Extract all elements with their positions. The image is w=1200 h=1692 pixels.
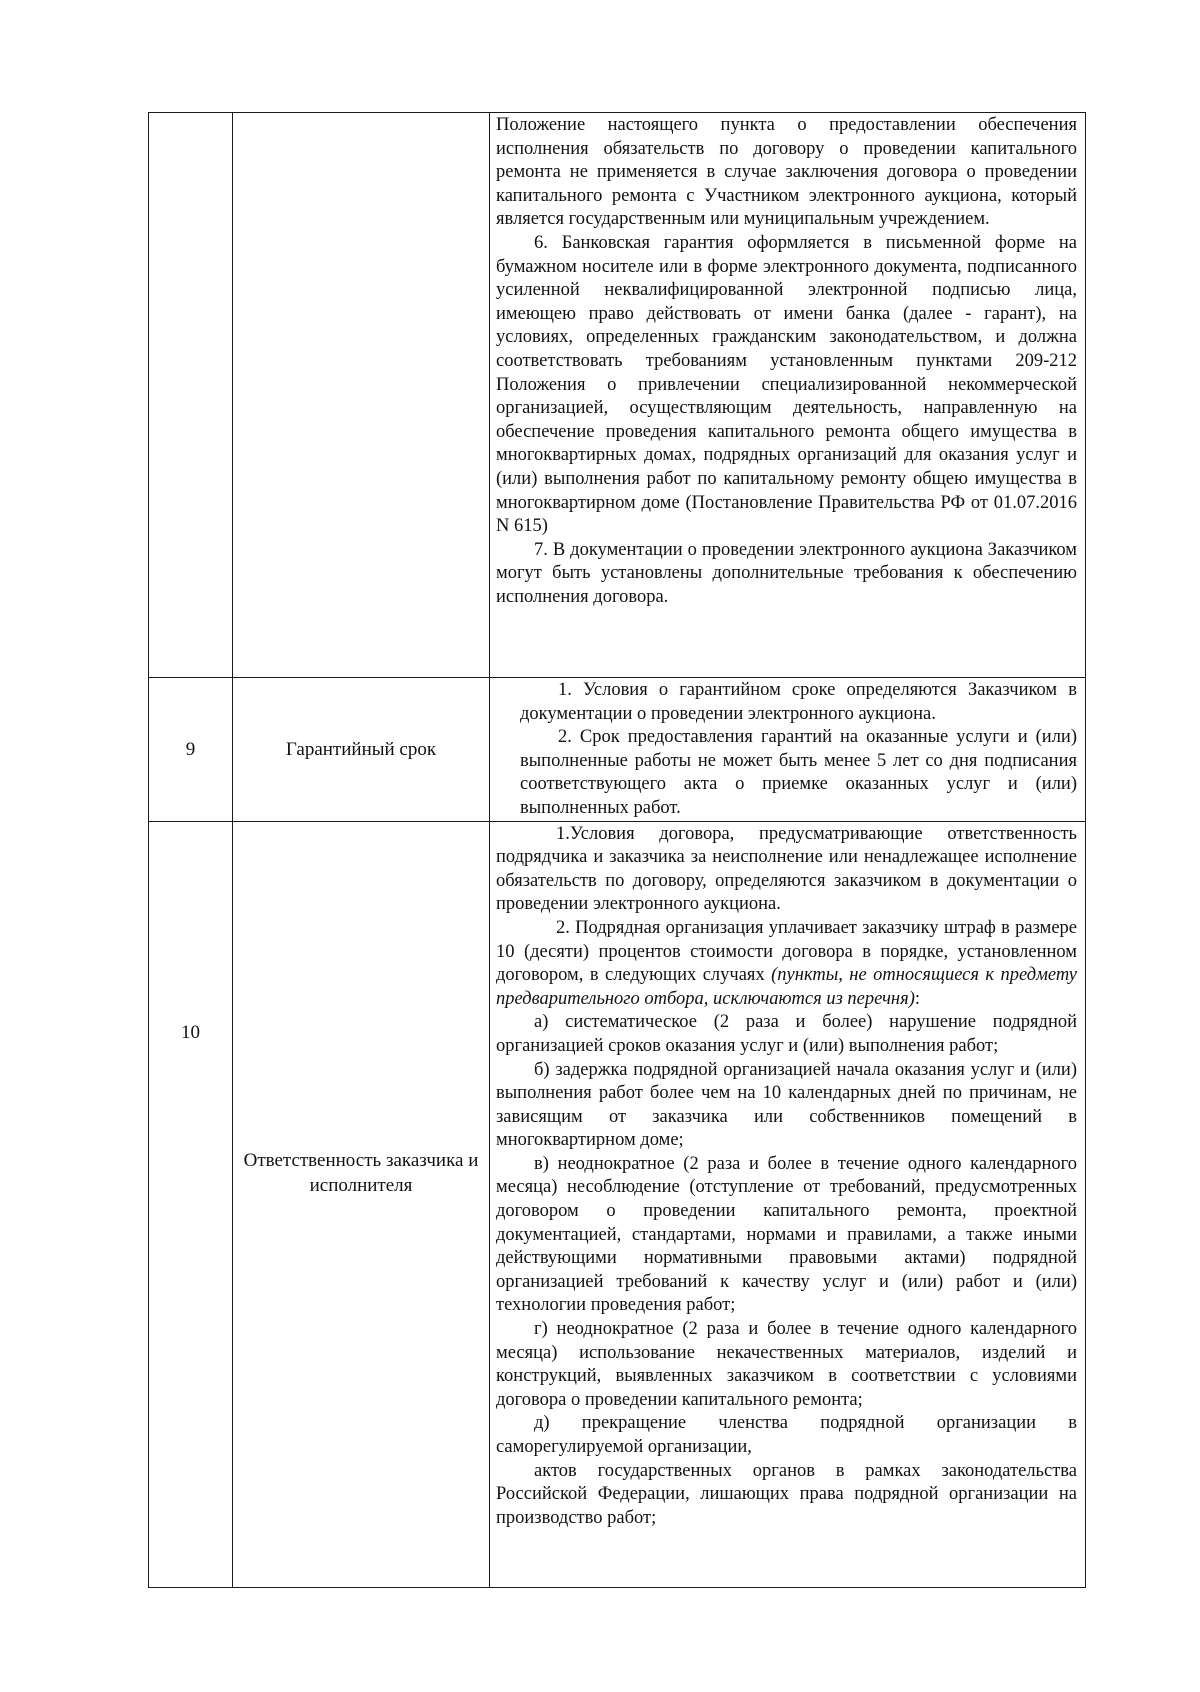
row-title-cell <box>233 821 490 1587</box>
paragraph: 2. Подрядная организация уплачивает заказчику штраф в размере 10 (десяти) процентов стоимости договора в порядке, установленном договором, в следующих случаях (пункты, не относящиеся к предмету предварительного отбора, исключаются из перечня): <box>496 917 1077 1009</box>
list-item: б) задержка подрядной организацией начала оказания услуг и (или) выполнения работ более чем на 10 календарных дней по причинам, не зависящим от заказчика или собственников помещений в многоквартирном доме; <box>496 1059 1077 1151</box>
row-title-cell <box>233 113 490 678</box>
list-item: г) неоднократное (2 раза и более в течение одного календарного месяца) использование некачественных материалов, изделий и конструкций, выявленных заказчиком в соответствии с условиями договора о проведении капитального ремонта; <box>496 1319 1077 1410</box>
paragraph: 7. В документации о проведении электронного аукциона Заказчиком могут быть установлены дополнительные требования к обеспечению исполнения договора. <box>496 539 1077 607</box>
table-row <box>149 678 1086 822</box>
paragraph: 6. Банковская гарантия оформляется в письменной форме на бумажном носителе или в форме электронного документа, подписанного усиленной неквалифицированной электронной подписью лица, имеющею право действовать от имени банка (далее - гарант), на условиях, определенных гражданским законодательством, и должна соответствовать требованиям установленным пунктами 209-212 Положения о привлечении специализированной некоммерческой организацией, осуществляющим деятельность, направленную на обеспечение проведения капитального ремонта общего имущества в многоквартирных домах, подрядных организаций для оказания услуг и (или) выполнения работ по капитальному ремонту общею имущества в многоквартирном доме (Постановление Правительства РФ от 01.07.2016 N 615) <box>496 232 1077 537</box>
row-content-cell <box>490 113 1086 678</box>
row-number-cell <box>149 113 233 678</box>
row-content-cell <box>490 678 1086 822</box>
italic-note: (пункты, не относящиеся к предмету предварительного отбора, исключаются из перечня) <box>496 965 1077 1009</box>
table-row <box>149 821 1086 1587</box>
document-table <box>148 112 1086 1588</box>
paragraph: Положение настоящего пункта о предоставлении обеспечения исполнения обязательств по договору о проведении капитального ремонта не применяется в случае заключения договора о проведении капитального ремонта с Участником электронного аукциона, который является государственным или муниципальным учреждением. <box>496 115 1077 230</box>
row-title: Гарантийный срок <box>285 738 437 760</box>
row-number-cell <box>149 678 233 822</box>
row-content-cell <box>490 821 1086 1587</box>
row-title-line: заказчика <box>385 1149 464 1171</box>
row-title-line: и <box>468 1149 479 1171</box>
paragraph: 2. Срок предоставления гарантий на оказанные услуги и (или) выполненные работы не может быть менее 5 лет со дня подписания соответствующего акта о приемке оказанных услуг и (или) выполненных работ. <box>520 727 1077 818</box>
row-title-cell <box>233 678 490 822</box>
row-number: 9 <box>185 738 196 760</box>
list-item: д) прекращение членства подрядной организации в саморегулируемой организации, <box>496 1413 1077 1457</box>
row-title-line: исполнителя <box>309 1174 413 1196</box>
row-title-line: Ответственность <box>243 1149 382 1171</box>
list-item: а) систематическое (2 раза и более) нарушение подрядной организацией сроков оказания услуг и (или) выполнения работ; <box>496 1012 1077 1056</box>
list-item: в) неоднократное (2 раза и более в течение одного календарного месяца) несоблюдение (отступление от требований, предусмотренных договором о проведении капитального ремонта, проектной документацией, стандартами, нормами и правилами, а также иными действующими нормативными правовыми актами) подрядной организацией требований к качеству услуг и (или) работ и (или) технологии проведения работ; <box>496 1153 1077 1316</box>
row-number: 10 <box>181 1021 200 1043</box>
paragraph: 1. Условия о гарантийном сроке определяются Заказчиком в документации о проведении электронного аукциона. <box>520 680 1077 724</box>
paragraph: 1.Условия договора, предусматривающие ответственность подрядчика и заказчика за неисполнение или ненадлежащее исполнение обязательств по договору, определяются заказчиком в документации о проведении электронного аукциона. <box>496 823 1077 915</box>
table-row <box>149 113 1086 678</box>
list-item: актов государственных органов в рамках законодательства Российской Федерации, лишающих права подрядной организации на производство работ; <box>496 1460 1077 1528</box>
row-number-cell <box>149 821 233 1587</box>
